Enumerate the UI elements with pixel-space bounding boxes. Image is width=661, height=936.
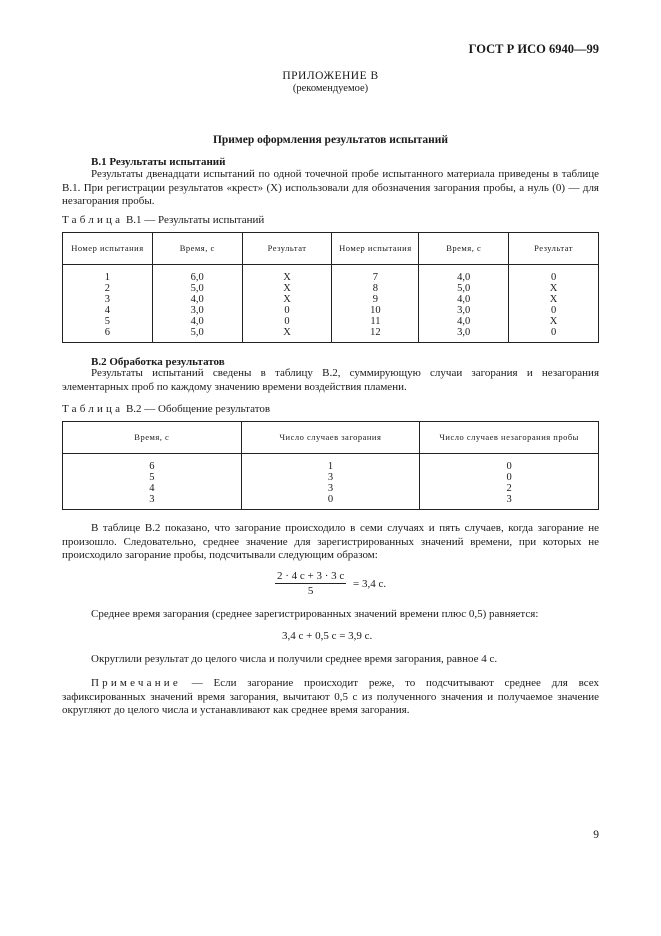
table-1-cell: 0 X X 0 X 0 bbox=[509, 265, 599, 343]
table-1-caption: Таблица В.1 — Результаты испытаний bbox=[62, 214, 265, 226]
formula-ignition-time: 3,4 с + 0,5 с = 3,9 с. bbox=[282, 630, 373, 642]
table-1 bbox=[62, 232, 599, 343]
section-2-text: Результаты испытаний сведены в таблицу В.2, суммирующую случаи загорания и незагорания элементарных проб по каждому значению времени воздействия пламени. bbox=[62, 367, 599, 393]
table-1-header-cell: Результат bbox=[509, 233, 599, 265]
table-1-header-row bbox=[63, 233, 599, 265]
note-label: Примечание bbox=[91, 677, 181, 689]
fraction-numerator: 2 · 4 с + 3 · 3 с bbox=[277, 570, 345, 582]
table-2-caption: Таблица В.2 — Обобщение результатов bbox=[62, 403, 271, 415]
table-1-body-row bbox=[63, 265, 599, 343]
table-2-header-cell: Число случаев загорания bbox=[241, 422, 420, 454]
formula-result: = 3,4 с. bbox=[353, 577, 387, 590]
table-2-body-row bbox=[63, 454, 599, 510]
appendix-subtitle: (рекомендуемое) bbox=[292, 83, 369, 94]
page-number: 9 bbox=[593, 829, 599, 841]
table-2-header-cell: Время, с bbox=[63, 422, 242, 454]
formula-mean-time bbox=[275, 570, 386, 597]
table-1-header-cell: Время, с bbox=[419, 233, 509, 265]
fraction bbox=[275, 570, 346, 597]
main-title: Пример оформления результатов испытаний bbox=[212, 134, 449, 146]
paragraph-3: В таблице В.2 показано, что загорание происходило в семи случаях и пять случаев, когда загорание не произошло. Следовательно, среднее значение для зарегистрированных значений времени, при которых не происходило загорание пробы, подсчитывали следующим образом: bbox=[62, 522, 599, 561]
section-1-text: Результаты двенадцати испытаний по одной точечной пробе испытанного материала приведены в таблице В.1. При регистрации результатов «крест» (X) использовали для обозначения загорания пробы, а нуль (0) — для незагорания пробы. bbox=[62, 168, 599, 207]
table-2-cell: 1 3 3 0 bbox=[241, 454, 420, 510]
table-1-header-cell: Номер испытания bbox=[332, 233, 419, 265]
table-1-cell: 1 2 3 4 5 6 bbox=[63, 265, 153, 343]
note bbox=[62, 677, 599, 718]
paragraph-4: Среднее время загорания (среднее зарегистрированных значений времени плюс 0,5) равняется: bbox=[91, 608, 539, 620]
table-2-header-cell: Число случаев незагорания пробы bbox=[420, 422, 599, 454]
table-1-header-cell: Результат bbox=[242, 233, 332, 265]
table-1-cell: 7 8 9 10 11 12 bbox=[332, 265, 419, 343]
paragraph-5: Округлили результат до целого числа и получили среднее время загорания, равное 4 с. bbox=[91, 653, 498, 665]
table-1-header-cell: Время, с bbox=[152, 233, 242, 265]
fraction-denominator: 5 bbox=[307, 585, 314, 597]
table-2-cell: 0 0 2 3 bbox=[420, 454, 599, 510]
standard-designation: ГОСТ Р ИСО 6940—99 bbox=[468, 42, 599, 56]
table-2 bbox=[62, 421, 599, 510]
table-1-cell: 6,0 5,0 4,0 3,0 4,0 5,0 bbox=[152, 265, 242, 343]
table-1-header-cell: Номер испытания bbox=[63, 233, 153, 265]
table-1-cell: 4,0 5,0 4,0 3,0 4,0 3,0 bbox=[419, 265, 509, 343]
appendix-title: ПРИЛОЖЕНИЕ В bbox=[282, 70, 379, 82]
table-2-header-row bbox=[63, 422, 599, 454]
note-text: — Если загорание происходит реже, то подсчитывают среднее для всех зафиксированных значений время загорания, вычитают 0,5 с из полученного значения и получаемое значение округляют до целого числа и устанавливают как среднее время загорания. bbox=[62, 677, 599, 716]
section-1-heading: В.1 Результаты испытаний bbox=[91, 156, 226, 168]
table-1-cell: X X X 0 0 X bbox=[242, 265, 332, 343]
table-2-cell: 6 5 4 3 bbox=[63, 454, 242, 510]
section-2-heading: В.2 Обработка результатов bbox=[91, 356, 225, 368]
